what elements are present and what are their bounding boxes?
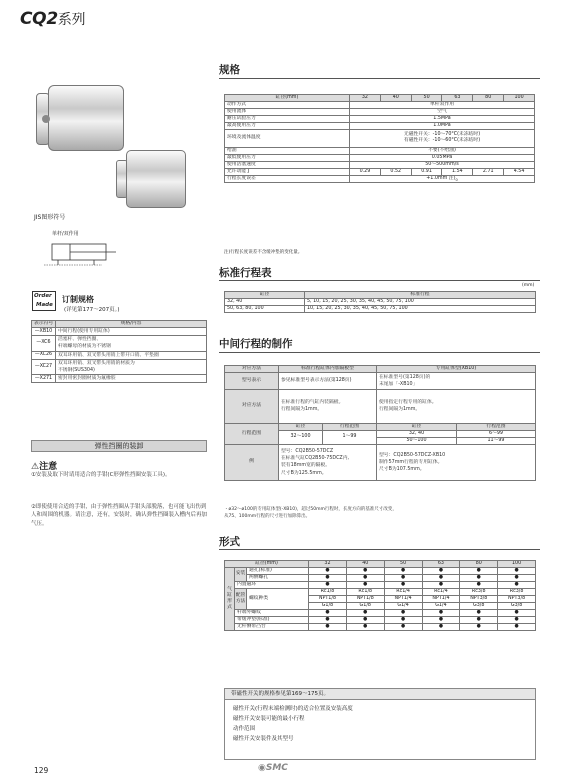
form-row: 气缸形式 安装 通孔(标准) ● ● ● ● ● ● bbox=[225, 567, 536, 574]
cylinder-image-small bbox=[116, 150, 190, 208]
form-section-title: 形式 bbox=[219, 536, 240, 548]
spec-row: 行程长度误差 +1.0mm 注)$_0$ bbox=[225, 175, 535, 182]
warning-icon: ⚠ bbox=[31, 462, 40, 472]
spec-note: 注)行程长度误差不含缓冲垫的变化量。 bbox=[224, 250, 303, 255]
page-number: 129 bbox=[34, 766, 49, 775]
spec-row: 耐压试验压力 1.5MPa bbox=[225, 115, 535, 122]
switch-info-box: 带磁性开关的规格参见第169～175页。 磁性开关(行程末端检测时)的适合位置及安装高度 磁性开关安装可能的最小行程 动作范围 磁性开关安装件及其型号 bbox=[224, 688, 536, 760]
switch-info-item: 磁性开关安装件及其型号 bbox=[233, 736, 294, 742]
form-row: NPT1/8 NPT1/8 NPT1/4 NPT1/4 NPT3/8 NPT3/8 bbox=[225, 595, 536, 602]
smc-logo: ◉SMC bbox=[258, 763, 288, 773]
order-row: —XC6 活塞杆、弹性挡圈、 杆端螺母的材质为不锈钢 bbox=[32, 336, 207, 351]
form-row: 内置磁环 ● ● ● ● ● ● bbox=[225, 581, 536, 588]
std-row: 50, 63, 80, 100 10, 15, 20, 25, 30, 35, 40, 45, 50, 75, 100 bbox=[225, 305, 536, 312]
form-row: 两侧螺孔 ● ● ● ● ● ● bbox=[225, 574, 536, 581]
intermediate-stroke-table: 对应方法 标准行程缸体内加隔板型 专用缸体型(XB10) 型号表示 参见标准型号表示方法(第128页) 在标准型号(第128页)的 末尾加「-XB10」 对应方法 在标准行程的气缸内装隔板。 行程间隔为1mm。 使用指定行程专用的缸体。 行程间隔为1mm。 行程范围 缸径 行程范围 缸径 行程范围 32～100 1～99 32, 40 6～99 50～100 11～99 例 型号：CQ2B50-57DCZ 在标准气缸CQ2B50-75DCZ内, 装有18mm宽的隔板。 尺寸B为125.5mm。 型号：CQ2B50-57DCZ-XB10 制作57mm行程的专用缸体。 尺寸B为107.5mm。 bbox=[224, 365, 536, 481]
spec-row: 最低使用压力 0.05MPa bbox=[225, 154, 535, 161]
standard-stroke-table: 缸径 标准行程 32, 40 5, 10, 15, 20, 25, 30, 35, 40, 45, 50, 75, 100 50, 63, 80, 100 10, 15, 20, 25, 30, 35, 40, 45, 50, 75, 100 bbox=[224, 291, 536, 313]
order-row: —X271 密封用密封圈材质为氟橡胶 bbox=[32, 375, 207, 383]
form-row: 配管方法 螺纹种类 Rc1/8 Rc1/8 Rc1/4 Rc1/4 Rc3/8 Rc3/8 bbox=[225, 588, 536, 595]
spec-row: 使用活塞速度 50～500mm/s bbox=[225, 161, 535, 168]
order-row: —XB10 中间行程(使用专用缸体) bbox=[32, 327, 207, 335]
order-row: —XC26 双耳环用销、双叉带头用销上带开口销、平垫圈 bbox=[32, 351, 207, 359]
intermediate-stroke-note: ・ø32～ø100的专用缸体型(-XB10)，超过50mm行程时，长度方向的基准尺寸改变， 从75、100mm行程的尺寸进行加除算出。 bbox=[224, 507, 397, 519]
order-made-table: 表示符号 规格/内容 —XB10 中间行程(使用专用缸体) —XC6 活塞杆、弹性挡圈、 杆端螺母的材质为不锈钢 —XC26 双耳环用销、双叉带头用销上带开口销、平垫圈 —XC27 双耳环用销、双叉带头用销的材质为 不锈钢(SUS304) —X271 密封用密封圈材质为氟橡胶 bbox=[31, 320, 207, 383]
spec-row: 允许动能 J 0.29 0.52 0.91 1.54 2.71 4.54 bbox=[225, 168, 535, 175]
spec-section-title: 规格 bbox=[219, 64, 240, 76]
order-made-title: 订制规格 bbox=[62, 295, 94, 304]
standard-stroke-title: 标准行程表 bbox=[219, 267, 272, 279]
spec-row: 环境及流体温度 无磁性开关：-10～70°C(未冻结时) 有磁性开关：-10～60°C(未冻结时) bbox=[225, 129, 535, 147]
circlip-title: 弹性挡圈的装卸 bbox=[31, 440, 207, 452]
pneumatic-symbol-icon bbox=[44, 240, 118, 266]
switch-info-item: 磁性开关(行程末端检测时)的适合位置及安装高度 bbox=[233, 706, 353, 712]
form-row: G1/8 G1/8 G1/4 G1/4 G3/8 G3/8 bbox=[225, 602, 536, 609]
switch-info-item: 磁性开关安装可能的最小行程 bbox=[233, 716, 305, 722]
symbol-caption: 单杆/双作用 bbox=[52, 231, 79, 237]
std-row: 32, 40 5, 10, 15, 20, 25, 30, 35, 40, 45, 50, 75, 100 bbox=[225, 298, 536, 305]
spec-table: 缸径(mm) 32 40 50 63 80 100 动作方式 单杆双作用 使用流体 空气 耐压试验压力 1.5MPa 最高使用压力 1.0MPa 环境及流体温度 无磁性开关：-10～70°C(未冻结时) 有磁性开关：-10～60°C(未冻结时) 给油 不要(不给油) 最低使用压力 0.05MPa 使用活塞速度 50～500mm/s 允许动能 J 0.29 0.52 0.91 1.54 2.71 4.54 行程长度误差 +1.0mm 注)$_0$ bbox=[224, 94, 535, 183]
order-made-subtitle: (详见第177～207页。) bbox=[64, 307, 120, 313]
caution-item-2: ②即使使用合适的手钳，由于弹性挡圈从手钳头部脱落，也可能飞出伤到人和周围的机器。请注意，还有，安装时，确认弹性挡圈装入槽内后再加气压。 bbox=[31, 504, 208, 527]
form-row: 杆端外螺纹 ● ● ● ● ● ● bbox=[225, 609, 536, 616]
form-side-label: 气缸形式 bbox=[225, 567, 235, 630]
form-row: 带缓冲垫(标准) ● ● ● ● ● ● bbox=[225, 616, 536, 623]
spec-row: 动作方式 单杆双作用 bbox=[225, 101, 535, 108]
spec-row: 最高使用压力 1.0MPa bbox=[225, 122, 535, 129]
page-title: CQ2系列 bbox=[20, 9, 86, 29]
caution-item-1: ①安装及取下时请用适合的手钳(C形弹性挡圈安装工具)。 bbox=[31, 472, 171, 478]
order-made-logo: Order Made bbox=[32, 291, 56, 311]
order-row: —XC27 双耳环用销、双叉带头用销的材质为 不锈钢(SUS304) bbox=[32, 359, 207, 374]
form-table: 缸径(mm) 32 40 50 63 80 100 气缸形式 安装 通孔(标准) ● ● ● ● ● ● 两侧螺孔 ● ● ● ● ● ● 内置磁环 ● ● ● ● ● ● 配管方法 螺纹种类 Rc1/8 Rc1/8 Rc1/4 Rc1/4 Rc3/8 Rc3/8 NPT1/8 NPT1/8 NPT1/4 NPT1/4 NPT3/8 NPT3/8 G1/8 G1/8 G1/4 G1/4 G3/8 G3/8 杆端外螺纹 ● ● ● ● ● ● 带缓冲垫(标准) ● ● ● ● ● ● 无杆侧带凸台 ● ● ● ● ● ● bbox=[224, 560, 536, 631]
standard-stroke-unit: (mm) bbox=[522, 283, 535, 288]
switch-info-item: 动作范围 bbox=[233, 726, 256, 732]
smc-mark-icon: ◉ bbox=[258, 763, 266, 773]
spec-row: 给油 不要(不给油) bbox=[225, 147, 535, 154]
form-row: 无杆侧带凸台 ● ● ● ● ● ● bbox=[225, 623, 536, 630]
spec-row: 使用流体 空气 bbox=[225, 108, 535, 115]
jis-symbol-label: JIS图形符号 bbox=[34, 214, 66, 221]
intermediate-stroke-title: 中间行程的制作 bbox=[219, 338, 293, 350]
caution-heading: ⚠注意 bbox=[31, 462, 58, 472]
cylinder-image-large bbox=[36, 85, 128, 151]
